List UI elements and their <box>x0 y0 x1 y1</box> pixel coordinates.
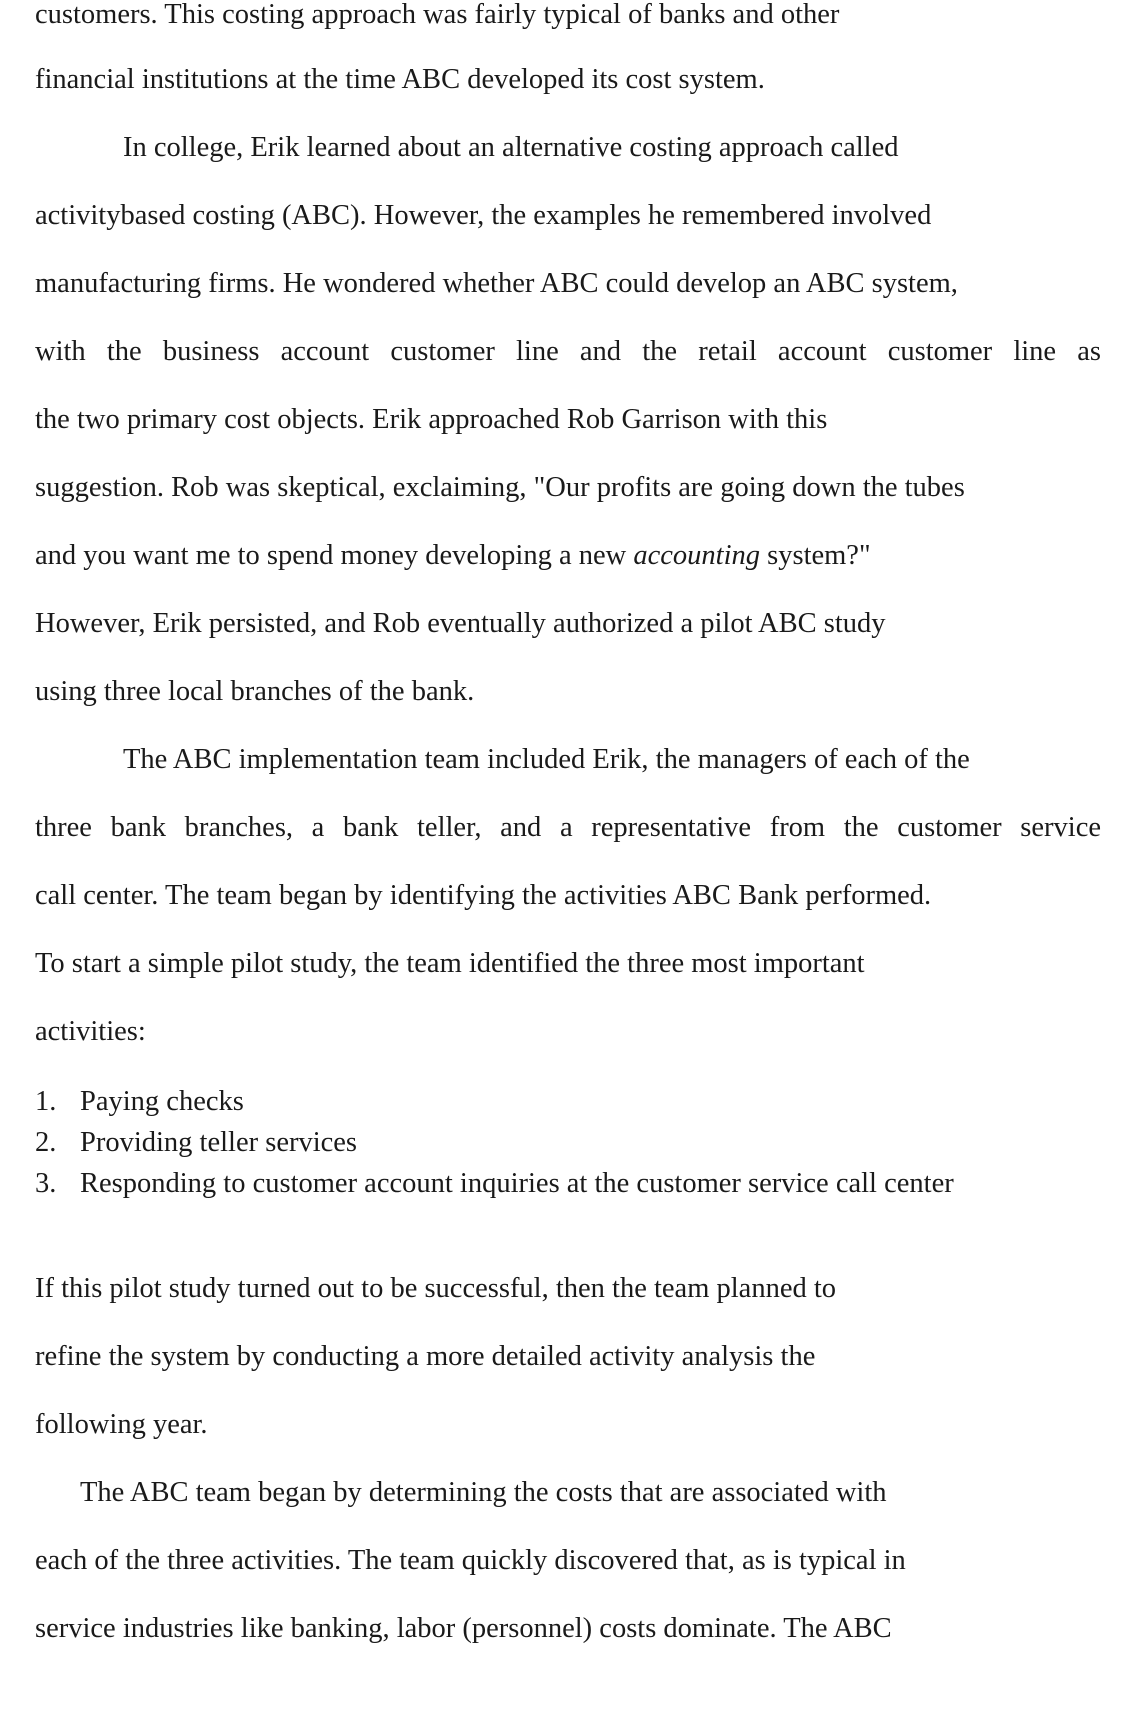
paragraph-4-line-2: refine the system by conducting a more detailed activity analysis the <box>35 1341 816 1372</box>
paragraph-2-line-7-tail: system?" <box>767 540 871 571</box>
list-item-text: Paying checks <box>80 1086 244 1117</box>
paragraph-5-line-1: The ABC team began by determining the costs that are associated with <box>80 1477 887 1508</box>
paragraph-2-line-7-text: and you want me to spend money developing a new <box>35 540 627 571</box>
paragraph-4-line-3: following year. <box>35 1409 208 1440</box>
paragraph-2-line-8: However, Erik persisted, and Rob eventually authorized a pilot ABC study <box>35 608 886 639</box>
list-item-text: Providing teller services <box>80 1127 358 1158</box>
paragraph-3-line-4: To start a simple pilot study, the team identified the three most important <box>35 948 865 979</box>
paragraph-2-line-3: manufacturing firms. He wondered whether ABC could develop an ABC system, <box>35 268 958 299</box>
paragraph-3-line-2: three bank branches, a bank teller, and a representative from the customer service <box>35 812 1101 843</box>
list-item-number: 3. <box>35 1168 57 1199</box>
paragraph-2-line-2: activitybased costing (ABC). However, the examples he remembered involved <box>35 200 932 231</box>
paragraph-4-line-1: If this pilot study turned out to be successful, then the team planned to <box>35 1273 837 1304</box>
paragraph-3-line-3: call center. The team began by identifying the activities ABC Bank performed. <box>35 880 932 911</box>
paragraph-3-line-5: activities: <box>35 1016 146 1047</box>
paragraph-2-line-5: the two primary cost objects. Erik approached Rob Garrison with this <box>35 404 828 435</box>
list-item-number: 2. <box>35 1127 57 1158</box>
paragraph-2-line-7 <box>35 542 871 571</box>
paragraph-1-line-1: customers. This costing approach was fairly typical of banks and other <box>35 0 840 30</box>
emphasis-accounting: accounting <box>633 540 761 571</box>
paragraph-2-line-4: with the business account customer line and the retail account customer line as <box>35 336 1101 367</box>
list-item-number: 1. <box>35 1086 57 1117</box>
paragraph-2-line-1: In college, Erik learned about an alternative costing approach called <box>123 132 899 163</box>
paragraph-2-line-9: using three local branches of the bank. <box>35 676 475 707</box>
paragraph-3-line-1: The ABC implementation team included Erik, the managers of each of the <box>123 744 970 775</box>
paragraph-5-line-3: service industries like banking, labor (personnel) costs dominate. The ABC <box>35 1613 892 1644</box>
paragraph-2-line-6: suggestion. Rob was skeptical, exclaiming, "Our profits are going down the tubes <box>35 472 965 503</box>
list-item-text: Responding to customer account inquiries at the customer service call center <box>80 1168 954 1199</box>
paragraph-5-line-2: each of the three activities. The team quickly discovered that, as is typical in <box>35 1545 906 1576</box>
paragraph-1-line-2: financial institutions at the time ABC developed its cost system. <box>35 64 765 95</box>
